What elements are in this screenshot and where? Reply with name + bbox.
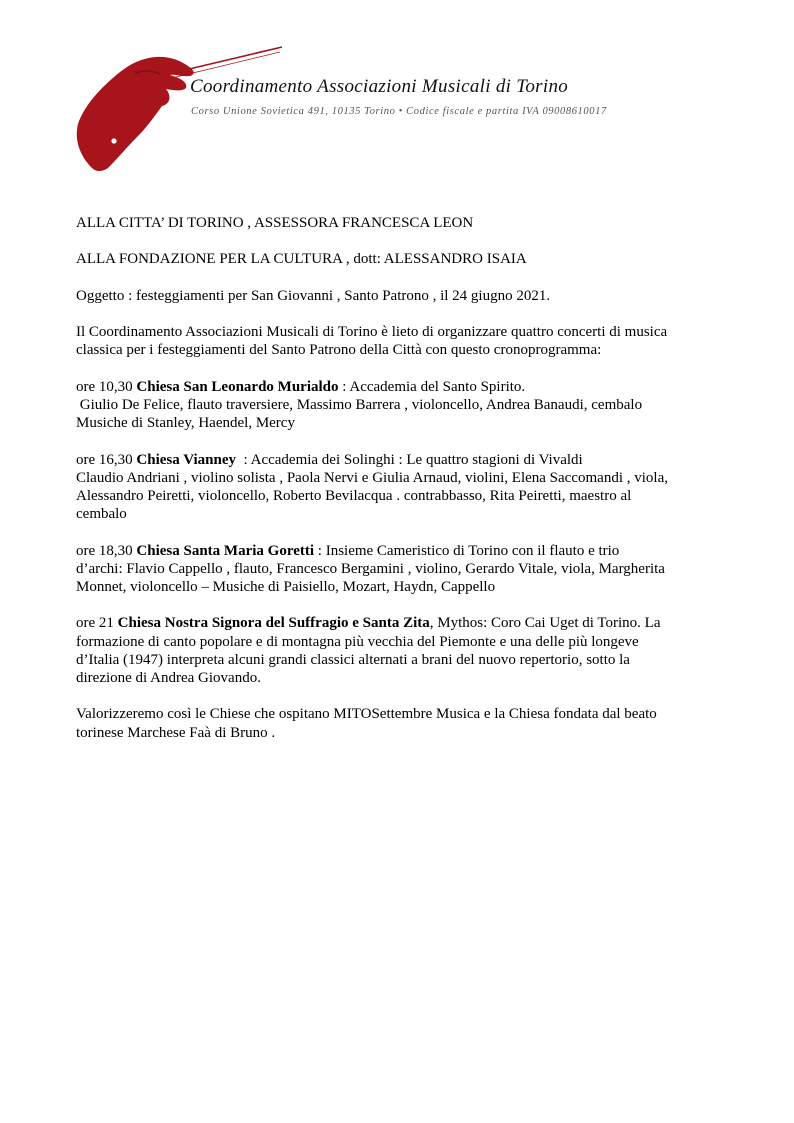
- recipient-1: ALLA CITTA’ DI TORINO , ASSESSORA FRANCESCA LEON: [76, 215, 474, 231]
- concert-church: Chiesa Santa Maria Goretti: [136, 542, 315, 559]
- concert-paragraph: [76, 451, 726, 524]
- concert-church: Chiesa Vianney: [136, 451, 237, 468]
- concert-line: formazione di canto popolare e di montagna più vecchia del Piemonte e una delle più longeve: [76, 633, 639, 650]
- concert-church: Chiesa Nostra Signora del Suffragio e Santa Zita: [117, 615, 430, 632]
- concert-line: Monnet, violoncello – Musiche di Paisiello, Mozart, Haydn, Cappello: [76, 578, 496, 595]
- concert-heading: [76, 378, 726, 396]
- concert-line: d’Italia (1947) interpreta alcuni grandi classici alternati a brani del nuovo repertorio, sotto la: [76, 651, 630, 668]
- concert-time: ore 21: [76, 615, 118, 632]
- intro-paragraph: [76, 323, 726, 359]
- concert-heading: [76, 451, 726, 469]
- closing-paragraph: [76, 705, 726, 741]
- concert-detail: , Mythos: Coro Cai Uget di Torino. La: [429, 615, 661, 632]
- concert-line: Claudio Andriani , violino solista , Paola Nervi e Giulia Arnaud, violini, Elena Saccomandi , viola,: [76, 469, 668, 486]
- concert-line: cembalo: [76, 506, 127, 523]
- concert-paragraph: [76, 378, 726, 433]
- closing-line: torinese Marchese Faà di Bruno .: [76, 724, 276, 741]
- concert-heading: [76, 614, 726, 632]
- concert-detail: : Accademia del Santo Spirito.: [338, 378, 526, 395]
- concert-detail: : Accademia dei Solinghi : Le quattro stagioni di Vivaldi: [236, 451, 583, 468]
- concert-time: ore 16,30: [76, 451, 137, 468]
- organization-address: Corso Unione Sovietica 491, 10135 Torino • Codice fiscale e partita IVA 09008610017: [191, 106, 607, 117]
- intro-line: Il Coordinamento Associazioni Musicali di Torino è lieto di organizzare quattro concerti di musica: [76, 324, 668, 341]
- letter-body: [76, 214, 726, 760]
- recipient-2: ALLA FONDAZIONE PER LA CULTURA , dott: ALESSANDRO ISAIA: [76, 251, 527, 268]
- concert-paragraph: [76, 542, 726, 597]
- concert-detail: : Insieme Cameristico di Torino con il flauto e trio: [314, 542, 620, 559]
- concert-time: ore 18,30: [76, 542, 137, 559]
- organization-name: Coordinamento Associazioni Musicali di Torino: [190, 76, 569, 97]
- intro-line: classica per i festeggiamenti del Santo Patrono della Città con questo cronoprogramma:: [76, 342, 602, 359]
- concert-line: d’archi: Flavio Cappello , flauto, Francesco Bergamini , violino, Gerardo Vitale, viola, Margherita: [76, 560, 665, 577]
- concert-line: Alessandro Peiretti, violoncello, Roberto Bevilacqua . contrabbasso, Rita Peiretti, maestro al: [76, 487, 632, 504]
- concert-time: ore 10,30: [76, 378, 137, 395]
- concert-line: Musiche di Stanley, Haendel, Mercy: [76, 415, 295, 432]
- concert-line: direzione di Andrea Giovando.: [76, 669, 261, 686]
- closing-line: Valorizzeremo così le Chiese che ospitano MITOSettembre Musica e la Chiesa fondata dal beato: [76, 706, 657, 723]
- letter-subject: Oggetto : festeggiamenti per San Giovanni , Santo Patrono , il 24 giugno 2021.: [76, 287, 551, 304]
- concert-paragraph: [76, 614, 726, 687]
- concert-line: Giulio De Felice, flauto traversiere, Massimo Barrera , violoncello, Andrea Banaudi, cembalo: [76, 396, 643, 413]
- concert-heading: [76, 542, 726, 560]
- concert-church: Chiesa San Leonardo Murialdo: [136, 378, 339, 395]
